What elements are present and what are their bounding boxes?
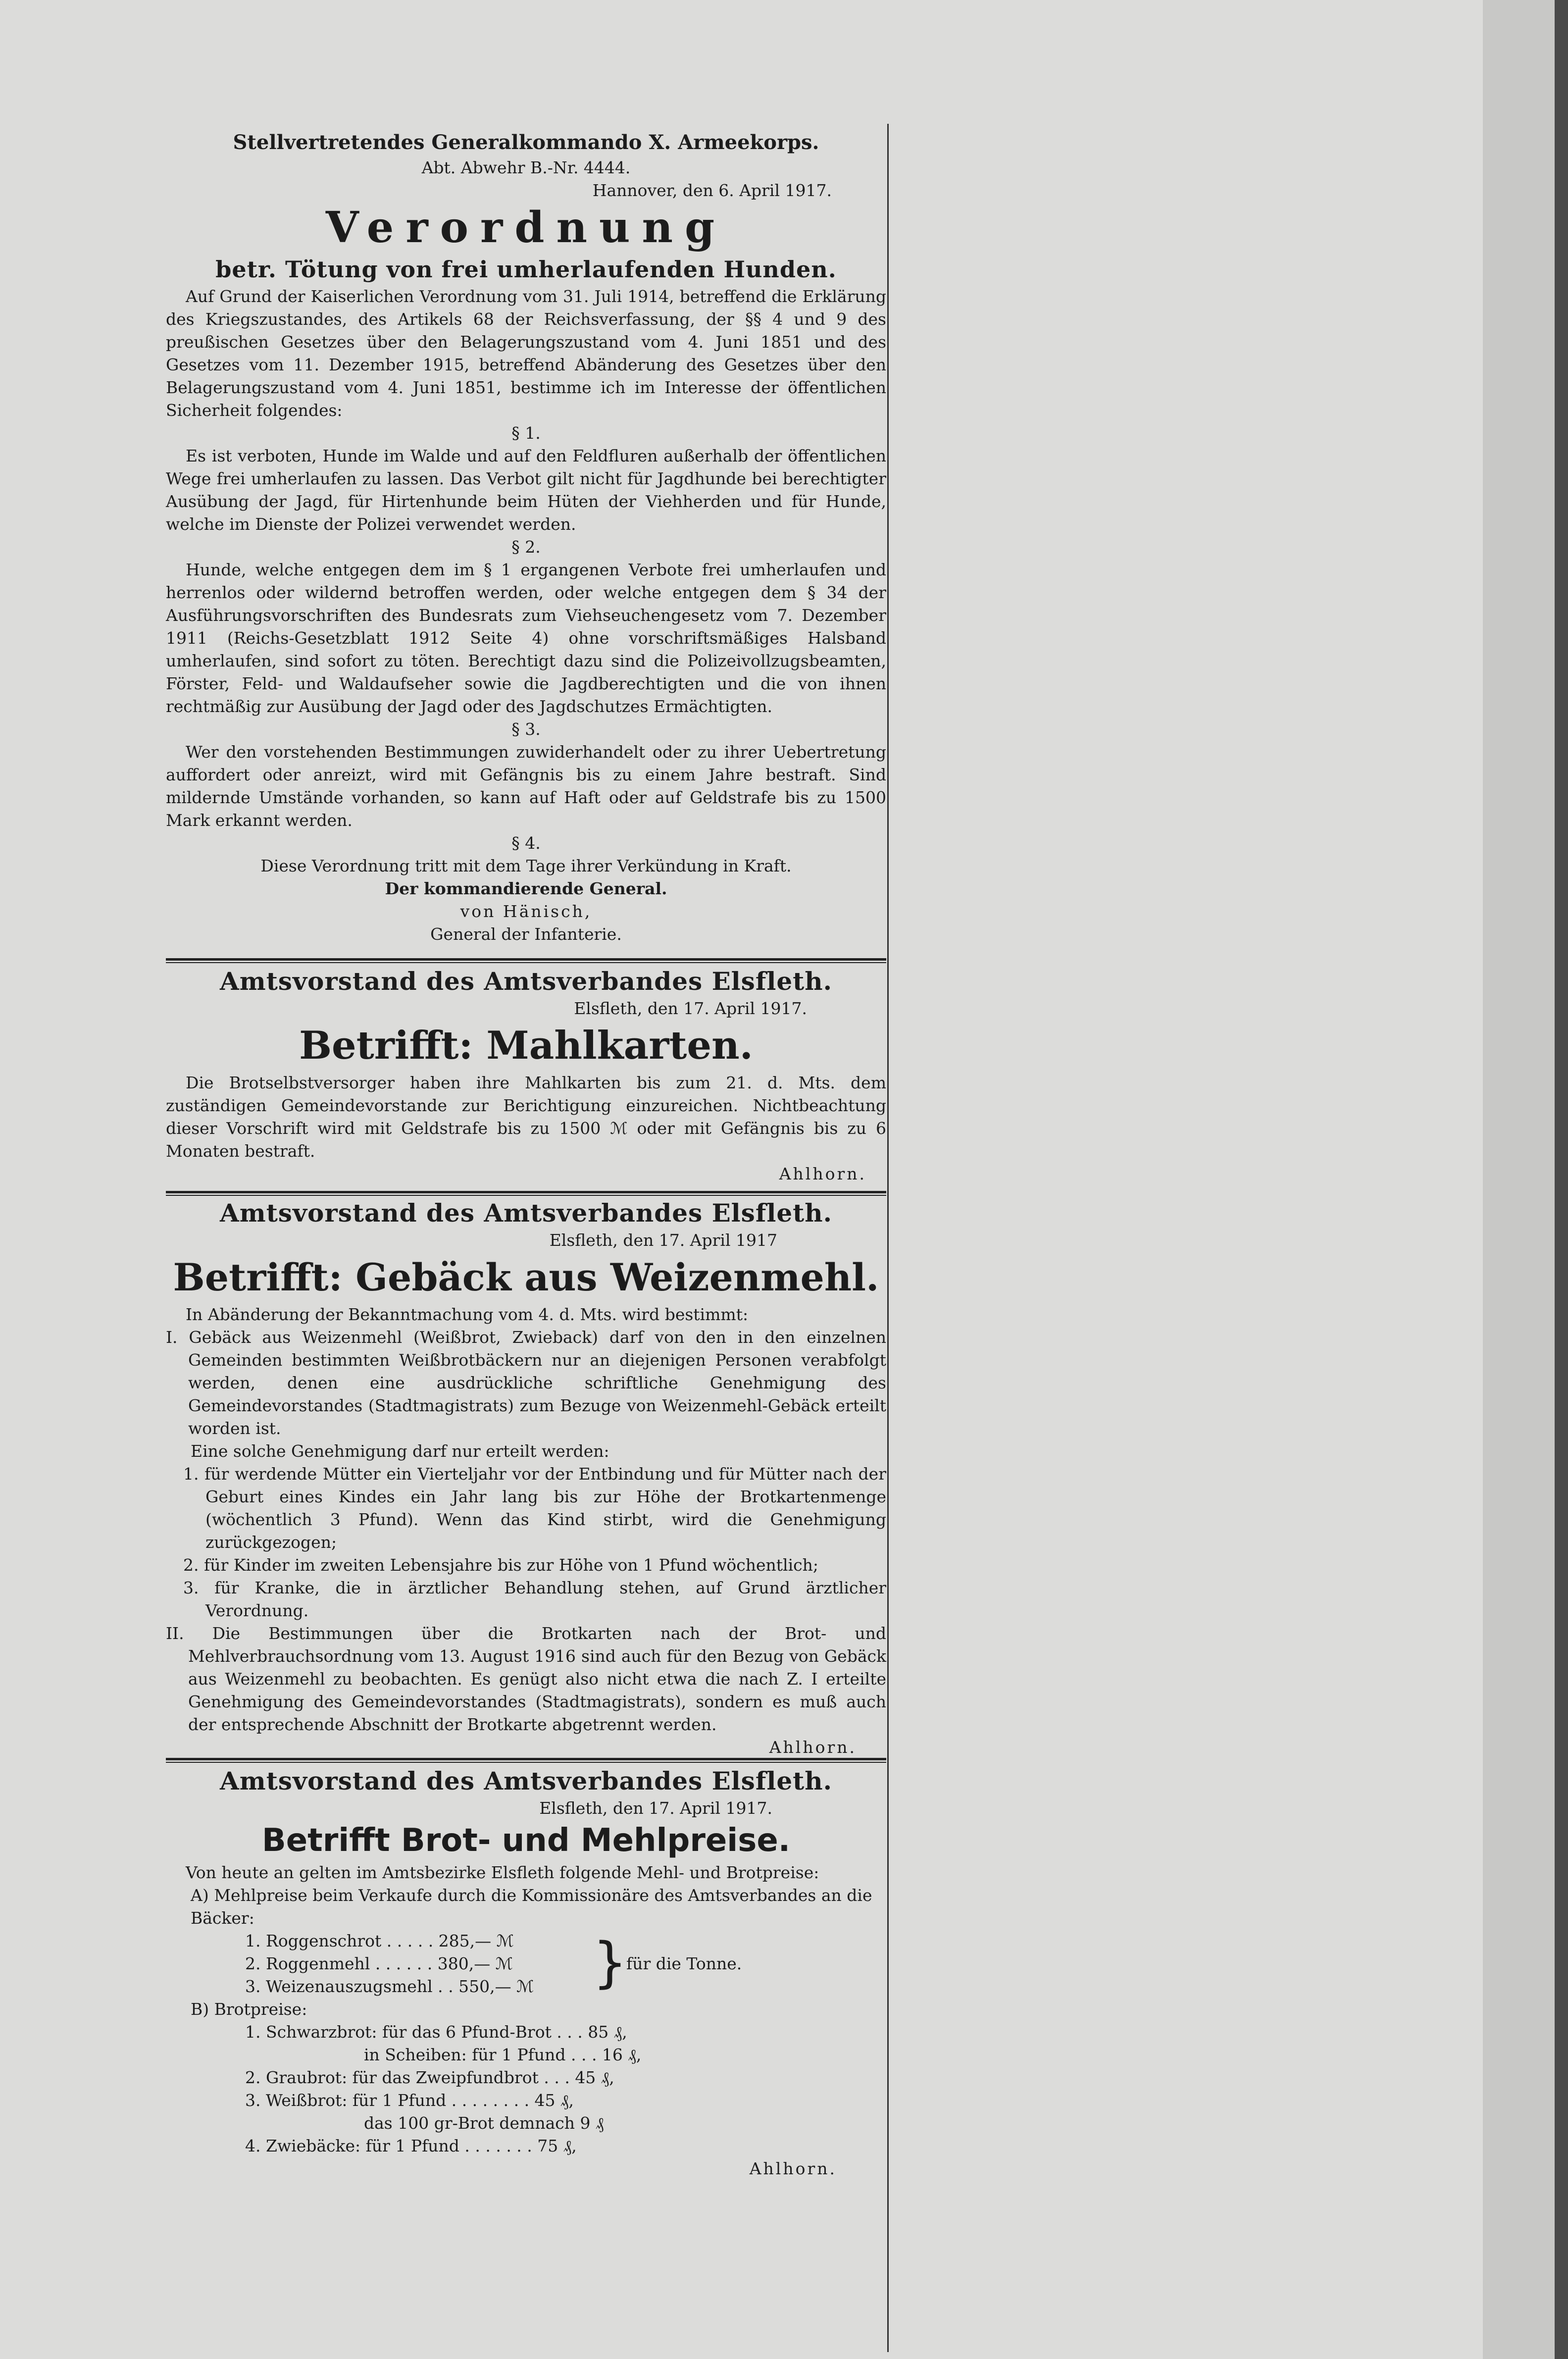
notice-date: Elsfleth, den 17. April 1917.	[539, 1798, 772, 1818]
section-1-heading: § 1.	[511, 423, 541, 443]
signature-rank: General der Infanterie.	[430, 924, 622, 944]
brot-price-row: das 100 gr-Brot demnach 9 ₰	[364, 2113, 604, 2133]
notice-title: Betrifft: Gebäck aus Weizenmehl.	[173, 1255, 879, 1299]
bracket: }	[593, 1931, 627, 1994]
reference-line: Abt. Abwehr B.-Nr. 4444.	[421, 158, 631, 177]
notice-title: Betrifft: Mahlkarten.	[299, 1023, 753, 1068]
mehl-price-row: 2. Roggenmehl . . . . . . 380,— ℳ	[245, 1954, 513, 1973]
notice-header: Amtsvorstand des Amtsverbandes Elsfleth.	[220, 967, 832, 996]
place-date: Hannover, den 6. April 1917.	[592, 181, 832, 200]
section-2-text: Hunde, welche entgegen dem im § 1 ergangenen Verbote frei umherlaufen und herrenlos oder wildernd betroffen werden, oder welche entgegen dem § 34 der Ausführungsvorschriften des Bundesrats zum Viehseuchengesetz vom 7. Dezember 1911 (Reichs-Gesetzblatt 1912 Seite 4) ohne vorschriftsmäßiges Halsband umherlaufen, sind sofort zu töten. Berechtigt dazu sind die Polizeivollzugsbeamten, Förster, Feld- und Waldaufseher sowie die Jagdberechtigten und die von ihnen rechtmäßig zur Ausübung der Jagd oder des Jagdschutzes Ermächtigten.	[166, 560, 886, 716]
notice-title: Verordnung	[325, 203, 727, 253]
notice-intro: Auf Grund der Kaiserlichen Verordnung vom 31. Juli 1914, betreffend die Erklärung des Kriegszustandes, des Artikels 68 der Reichsverfassung, der §§ 4 und 9 des preußischen Gesetzes über den Belagerungszustand vom 4. Juni 1851 und des Gesetzes vom 11. Dezember 1915, betreffend Abänderung des Gesetzes über den Belagerungszustand vom 4. Juni 1851, bestimme ich im Interesse der öffentlichen Sicherheit folgendes:	[166, 287, 886, 420]
signature-title: Der kommandierende General.	[385, 879, 667, 898]
mehl-price-table	[166, 1930, 886, 1998]
section-3-heading: § 3.	[511, 719, 541, 739]
section-rule	[166, 1191, 886, 1196]
notice-subtitle: betr. Tötung von frei umherlaufenden Hunden.	[215, 256, 837, 283]
section-3-text: Wer den vorstehenden Bestimmungen zuwiderhandelt oder zu ihrer Uebertretung auffordert oder anreizt, wird mit Gefängnis bis zu einem Jahre bestraft. Sind mildernde Umstände vorhanden, so kann auf Haft oder auf Geldstrafe bis zu 1500 Mark erkannt werden.	[166, 742, 886, 830]
brot-price-row: in Scheiben: für 1 Pfund . . . 16 ₰,	[364, 2045, 642, 2064]
part-1-condition: Eine solche Genehmigung darf nur erteilt werden:	[191, 1441, 609, 1461]
mahlkarten-notice	[166, 966, 886, 1185]
part-2: II. Die Bestimmungen über die Brotkarten nach der Brot- und Mehlverbrauchsordnung vom 13. August 1916 sind auch für den Bezug von Gebäck aus Weizenmehl zu beobachten. Es genügt also nicht etwa die nach Z. I erteilte Genehmigung des Gemeindevorstandes (Stadtmagistrats), sondern es muß auch der entsprechende Abschnitt der Brotkarte abgetrennt werden.	[166, 1624, 886, 1734]
notice-date: Elsfleth, den 17. April 1917	[549, 1231, 777, 1250]
notice-signature: Ahlhorn.	[779, 1164, 866, 1183]
brot-heading: B) Brotpreise:	[191, 2000, 307, 2019]
section-2-heading: § 2.	[511, 537, 541, 557]
mehl-price-row: 1. Roggenschrot . . . . . 285,— ℳ	[245, 1931, 514, 1950]
verordnung-notice	[166, 129, 886, 946]
notice-header: Amtsvorstand des Amtsverbandes Elsfleth.	[220, 1766, 832, 1795]
part-1: I. Gebäck aus Weizenmehl (Weißbrot, Zwieback) darf von den in den einzelnen Gemeinden bestimmten Weißbrotbäckern nur an diejenigen Personen verabfolgt werden, denen eine ausdrückliche schriftliche Genehmigung des Gemeindevorstandes (Stadtmagistrats) zum Bezuge von Weizenmehl-Gebäck erteilt worden ist.	[166, 1328, 886, 1438]
gebaeck-notice	[166, 1197, 886, 1759]
notice-signature: Ahlhorn.	[769, 1738, 857, 1757]
notice-date: Elsfleth, den 17. April 1917.	[574, 999, 807, 1018]
mehl-price-row: 3. Weizenauszugsmehl . . 550,— ℳ	[245, 1977, 534, 1996]
notice-intro: In Abänderung der Bekanntmachung vom 4. d. Mts. wird bestimmt:	[186, 1305, 749, 1324]
authority-line: Stellvertretendes Generalkommando X. Armeekorps.	[233, 131, 819, 154]
condition-3: 3. für Kranke, die in ärztlicher Behandlung stehen, auf Grund ärztlicher Verordnung.	[183, 1578, 886, 1620]
section-rule	[166, 1758, 886, 1763]
section-4-text: Diese Verordnung tritt mit dem Tage ihrer Verkündung in Kraft.	[260, 856, 792, 875]
notice-signature: Ahlhorn.	[749, 2159, 837, 2178]
page-fold-strip	[1483, 0, 1555, 2359]
notice-title: Betrifft Brot- und Mehlpreise.	[261, 1822, 791, 1859]
section-1-text: Es ist verboten, Hunde im Walde und auf den Feldfluren außerhalb der öffentlichen Wege frei umherlaufen zu lassen. Das Verbot gilt nicht für Jagdhunde bei berechtigter Ausübung der Jagd, für Hirtenhunde beim Hüten der Viehherden und für Hunde, welche im Dienste der Polizei verwendet werden.	[166, 446, 886, 534]
brot-price-row: 1. Schwarzbrot: für das 6 Pfund-Brot . . . 85 ₰,	[245, 2022, 627, 2042]
notice-body: Die Brotselbstversorger haben ihre Mahlkarten bis zum 21. d. Mts. dem zuständigen Gemeindevorstande zur Berichtigung einzureichen. Nichtbeachtung dieser Vorschrift wird mit Geldstrafe bis zu 1500 ℳ oder mit Gefängnis bis zu 6 Monaten bestraft.	[166, 1073, 886, 1161]
preise-notice	[166, 1765, 886, 2180]
condition-2: 2. für Kinder im zweiten Lebensjahre bis zur Höhe von 1 Pfund wöchentlich;	[183, 1555, 818, 1575]
brot-price-row: 3. Weißbrot: für 1 Pfund . . . . . . . . 45 ₰,	[245, 2091, 574, 2110]
section-rule	[166, 958, 886, 963]
notice-intro: Von heute an gelten im Amtsbezirke Elsfleth folgende Mehl- und Brotpreise:	[186, 1863, 819, 1882]
notice-header: Amtsvorstand des Amtsverbandes Elsfleth.	[220, 1198, 832, 1228]
per-ton-label: für die Tonne.	[626, 1954, 742, 1973]
signature-name: von Hänisch,	[460, 902, 592, 921]
condition-1: 1. für werdende Mütter ein Vierteljahr vor der Entbindung und für Mütter nach der Geburt eines Kindes ein Jahr lang bis zur Höhe der Brotkartenmenge (wöchentlich 3 Pfund). Wenn das Kind stirbt, wird die Genehmigung zurückgezogen;	[183, 1464, 886, 1552]
brot-price-row: 2. Graubrot: für das Zweipfundbrot . . . 45 ₰,	[245, 2068, 614, 2087]
mehl-heading: A) Mehlpreise beim Verkaufe durch die Kommissionäre des Amtsverbandes an die Bäcker:	[191, 1886, 872, 1928]
section-4-heading: § 4.	[511, 833, 541, 853]
brot-price-row: 4. Zwiebäcke: für 1 Pfund . . . . . . . 75 ₰,	[245, 2136, 577, 2155]
column-divider	[887, 124, 889, 2352]
